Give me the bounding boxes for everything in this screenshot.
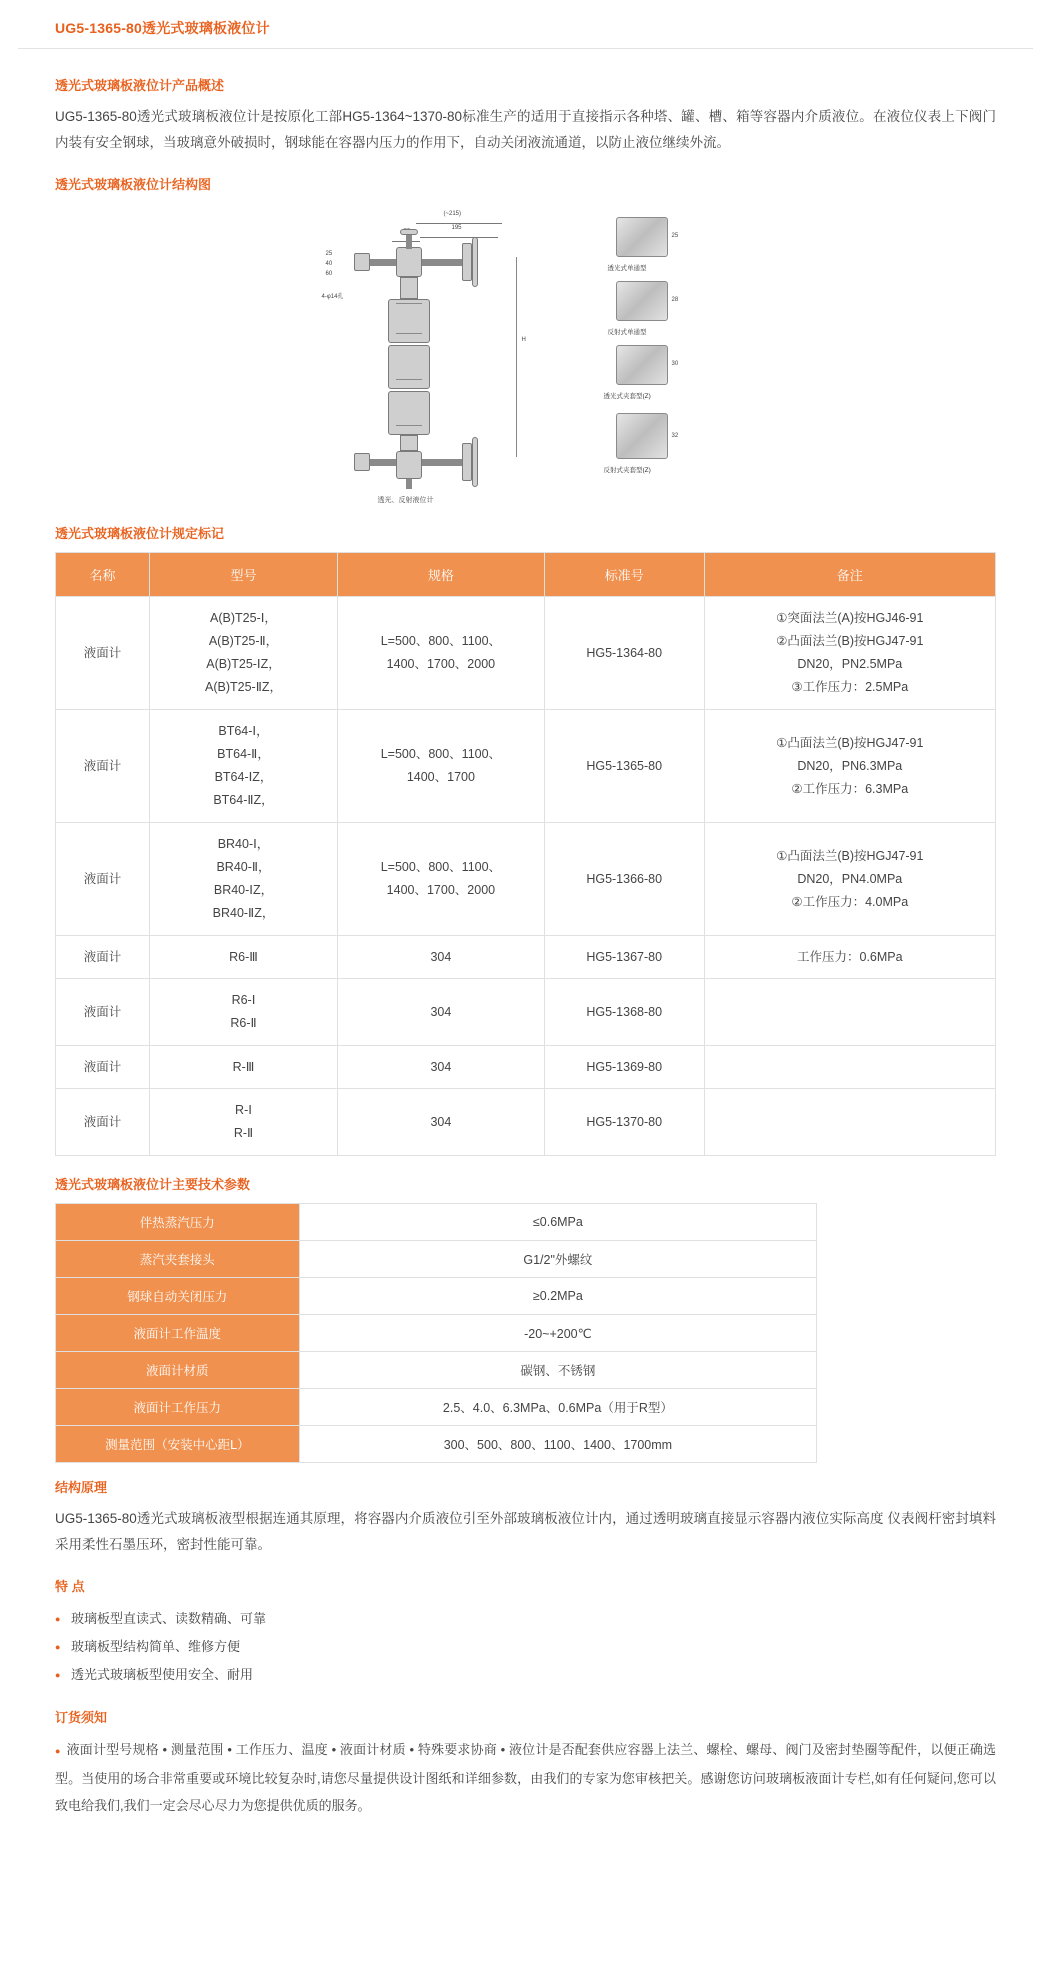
section-mark-4: 32 bbox=[671, 433, 679, 439]
param-label: 伴热蒸汽压力 bbox=[56, 1204, 300, 1241]
note-line: ②工作压力：4.0MPa bbox=[791, 894, 909, 909]
overview-paragraph: UG5-1365-80透光式玻璃板液位计是按原化工部HG5-1364~1370-80标准生产的适用于直接指示各种塔、罐、槽、箱等容器内介质液位。在液位仪表上下阀门内装有安全钢球，当玻璃意外破损时，钢球能在容器内压力的作用下，自动关闭液流通道，以防止液位继续外流。 bbox=[55, 109, 996, 150]
list-item: ● 透光式玻璃板型使用安全、耐用 bbox=[55, 1661, 996, 1689]
figure-valve-stem-top bbox=[406, 235, 412, 249]
cell-spec bbox=[338, 710, 545, 823]
cell-name: 液面计 bbox=[56, 936, 150, 979]
figure-handwheel-bottom bbox=[472, 437, 478, 487]
section-mark-1: 25 bbox=[671, 233, 679, 239]
cell-name: 液面计 bbox=[56, 710, 150, 823]
model-line: BT64-ⅡZ， bbox=[213, 793, 274, 807]
param-value: 2.5、4.0、6.3MPa、0.6MPa（用于R型） bbox=[299, 1389, 817, 1426]
note-line: DN20，PN4.0MPa bbox=[797, 871, 903, 886]
param-label: 蒸汽夹套接头 bbox=[56, 1241, 300, 1278]
cell-name: 液面计 bbox=[56, 597, 150, 710]
cell-spec: 304 bbox=[338, 936, 545, 979]
figure-valve-bottom bbox=[396, 451, 422, 479]
cell-model bbox=[150, 597, 338, 710]
section-heading-order: 订货须知 bbox=[55, 1710, 108, 1725]
figure-pipe-top-left bbox=[370, 259, 396, 266]
model-line: R6-Ⅰ bbox=[231, 993, 256, 1007]
spec-line: L=500、800、1100、 bbox=[380, 860, 502, 874]
col-spec: 规格 bbox=[338, 553, 545, 597]
table-row bbox=[56, 936, 996, 979]
col-model: 型号 bbox=[150, 553, 338, 597]
table-header-row bbox=[56, 553, 996, 597]
table-row bbox=[56, 1089, 996, 1156]
figure-pipe-bottom-left bbox=[370, 459, 396, 466]
cell-note: 工作压力：0.6MPa bbox=[704, 936, 995, 979]
spec-line: 1400、1700 bbox=[406, 770, 475, 784]
model-line: BT64-Ⅰ， bbox=[218, 724, 269, 738]
note-line: ③工作压力：2.5MPa bbox=[791, 680, 909, 694]
figure-flange-top-left bbox=[354, 253, 370, 271]
spec-line: 1400、1700、2000 bbox=[386, 883, 496, 897]
figure-glass-section-2 bbox=[388, 345, 430, 389]
order-notice bbox=[55, 1736, 996, 1819]
note-line: ①凸面法兰(B)按HGJ47-91 bbox=[776, 848, 924, 863]
figure-valve-top bbox=[396, 247, 422, 277]
model-line: R6-Ⅱ bbox=[230, 1016, 257, 1030]
model-line: R-Ⅰ bbox=[235, 1103, 252, 1117]
cell-spec bbox=[338, 823, 545, 936]
cell-name: 液面计 bbox=[56, 823, 150, 936]
title-divider bbox=[18, 48, 1033, 49]
order-notice-text: ● 液面计型号规格 • 测量范围 • 工作压力、温度 • 液面计材质 • 特殊要求协商 • 液位计是否配套供应容器上法兰、螺栓、螺母、阀门及密封垫圈等配件，以便正确选型。当使用的场合非常重要或环境比较复杂时,请您尽量提供设计图纸和详细参数，由我们的专家为您审核把关。感谢您访问玻璃板液面计专栏,如有任何疑问,您可以致电给我们,我们一定会尽心尽力为您提供优质的服务。 bbox=[55, 1742, 996, 1813]
model-line: BR40-ⅡZ， bbox=[212, 906, 275, 920]
model-line: BR40-ⅠZ， bbox=[213, 883, 274, 897]
model-line: BR40-Ⅰ， bbox=[217, 837, 270, 851]
figure-dim-top-inner: 195 bbox=[451, 225, 462, 231]
section-view-4 bbox=[616, 413, 668, 459]
param-value: -20~+200℃ bbox=[299, 1315, 817, 1352]
cell-note bbox=[704, 1089, 995, 1156]
model-line: A(B)T25-ⅠZ， bbox=[206, 657, 281, 671]
figure-pipe-bottom-right bbox=[422, 459, 462, 466]
cell-model bbox=[150, 1089, 338, 1156]
table-row bbox=[56, 1204, 817, 1241]
figure-handwheel-hub-bottom bbox=[462, 443, 472, 481]
section-view-2 bbox=[616, 281, 668, 321]
section-view-1 bbox=[616, 217, 668, 257]
param-label: 液面计工作温度 bbox=[56, 1315, 300, 1352]
cell-model: R6-Ⅲ bbox=[150, 936, 338, 979]
cell-spec: 304 bbox=[338, 1089, 545, 1156]
list-item: ● 玻璃板型结构简单、维修方便 bbox=[55, 1633, 996, 1661]
section-heading-features: 特 点 bbox=[55, 1579, 85, 1594]
param-value: ≥0.2MPa bbox=[299, 1278, 817, 1315]
col-name: 名称 bbox=[56, 553, 150, 597]
figure-dim-left-25: 25 bbox=[325, 251, 333, 257]
figure-glass-rib-1 bbox=[396, 303, 422, 304]
cell-model: R-Ⅲ bbox=[150, 1046, 338, 1089]
param-label: 液面计工作压力 bbox=[56, 1389, 300, 1426]
list-item: ● 玻璃板型直读式、读数精确、可靠 bbox=[55, 1605, 996, 1633]
figure-dim-left-40: 40 bbox=[325, 261, 333, 267]
model-line: BT64-ⅠZ， bbox=[214, 770, 273, 784]
cell-note bbox=[704, 1046, 995, 1089]
cell-name: 液面计 bbox=[56, 979, 150, 1046]
cell-spec: 304 bbox=[338, 1046, 545, 1089]
cell-model bbox=[150, 823, 338, 936]
figure-valve-cap-top bbox=[400, 229, 418, 235]
bottom-spacer bbox=[55, 1819, 996, 1847]
table-row bbox=[56, 979, 996, 1046]
mark-table bbox=[55, 552, 996, 1156]
figure-column-neck-top bbox=[400, 277, 418, 299]
cell-standard: HG5-1365-80 bbox=[544, 710, 704, 823]
section-caption-1: 透光式单通型 bbox=[607, 265, 647, 272]
table-row bbox=[56, 1046, 996, 1089]
section-caption-3: 透光式夹套型(Z) bbox=[603, 393, 651, 400]
figure-handwheel-top bbox=[472, 237, 478, 287]
cell-note bbox=[704, 979, 995, 1046]
model-line: BT64-Ⅱ， bbox=[217, 747, 270, 761]
figure-handwheel-hub-top bbox=[462, 243, 472, 281]
figure-dim-line-2 bbox=[420, 237, 498, 238]
table-row bbox=[56, 1426, 817, 1463]
cell-note bbox=[704, 710, 995, 823]
cell-standard: HG5-1367-80 bbox=[544, 936, 704, 979]
table-row bbox=[56, 823, 996, 936]
spec-line: L=500、800、1100、 bbox=[380, 747, 502, 761]
cell-standard: HG5-1364-80 bbox=[544, 597, 704, 710]
figure-glass-rib-3 bbox=[396, 379, 422, 380]
cell-name: 液面计 bbox=[56, 1046, 150, 1089]
model-line: A(B)T25-Ⅱ， bbox=[208, 634, 279, 648]
section-mark-3: 30 bbox=[671, 361, 679, 367]
model-line: A(B)T25-ⅡZ， bbox=[205, 680, 282, 694]
figure-glass-section-1 bbox=[388, 299, 430, 343]
table-row bbox=[56, 597, 996, 710]
figure-column-neck-bottom bbox=[400, 435, 418, 451]
figure-dim-line-1 bbox=[416, 223, 502, 224]
table-row bbox=[56, 1315, 817, 1352]
note-line: DN20，PN2.5MPa bbox=[797, 657, 903, 671]
cell-spec bbox=[338, 597, 545, 710]
parameters-table bbox=[55, 1203, 817, 1463]
structure-figure-wrap bbox=[55, 207, 996, 504]
cell-note bbox=[704, 823, 995, 936]
cell-name: 液面计 bbox=[56, 1089, 150, 1156]
model-line: BR40-Ⅱ， bbox=[216, 860, 271, 874]
table-row bbox=[56, 1352, 817, 1389]
principle-paragraph: UG5-1365-80透光式玻璃板液型根据连通其原理，将容器内介质液位引至外部玻璃板液位计内，通过透明玻璃直接显示容器内液位实际高度 仪表阀杆密封填料采用柔性石墨压环，密封性能可靠。 bbox=[55, 1511, 996, 1552]
cell-note bbox=[704, 597, 995, 710]
structure-diagram bbox=[316, 207, 736, 504]
section-mark-2: 28 bbox=[671, 297, 679, 303]
param-value: ≤0.6MPa bbox=[299, 1204, 817, 1241]
table-row bbox=[56, 1278, 817, 1315]
cell-standard: HG5-1368-80 bbox=[544, 979, 704, 1046]
section-heading-params: 透光式玻璃板液位计主要技术参数 bbox=[55, 1177, 251, 1192]
section-view-3 bbox=[616, 345, 668, 385]
figure-caption-main: 透光、反射液位计 bbox=[377, 497, 434, 504]
table-row bbox=[56, 1241, 817, 1278]
section-caption-2: 反射式单通型 bbox=[607, 329, 647, 336]
figure-drain-bottom bbox=[406, 479, 412, 489]
param-value: G1/2"外螺纹 bbox=[299, 1241, 817, 1278]
section-heading-mark: 透光式玻璃板液位计规定标记 bbox=[55, 526, 225, 541]
param-label: 钢球自动关闭压力 bbox=[56, 1278, 300, 1315]
param-value: 碳钢、不锈钢 bbox=[299, 1352, 817, 1389]
model-line: A(B)T25-Ⅰ， bbox=[210, 611, 277, 625]
table-row bbox=[56, 1389, 817, 1426]
note-line: ②工作压力：6.3MPa bbox=[791, 781, 909, 796]
cell-standard: HG5-1369-80 bbox=[544, 1046, 704, 1089]
spec-line: 1400、1700、2000 bbox=[386, 657, 496, 671]
figure-dim-vertical bbox=[516, 257, 517, 457]
param-value: 300、500、800、1100、1400、1700mm bbox=[299, 1426, 817, 1463]
document-title-bar bbox=[0, 0, 1051, 48]
cell-model bbox=[150, 979, 338, 1046]
features-list bbox=[55, 1605, 996, 1689]
figure-dim-hole: 4-φ14孔 bbox=[321, 294, 344, 300]
param-label: 液面计材质 bbox=[56, 1352, 300, 1389]
section-caption-4: 反射式夹套型(Z) bbox=[603, 467, 651, 474]
figure-dim-left-60: 60 bbox=[325, 271, 333, 277]
spec-line: L=500、800、1100、 bbox=[380, 634, 502, 648]
figure-glass-rib-4 bbox=[396, 425, 422, 426]
cell-standard: HG5-1366-80 bbox=[544, 823, 704, 936]
note-line: ①凸面法兰(B)按HGJ47-91 bbox=[776, 735, 924, 750]
note-line: DN20，PN6.3MPa bbox=[797, 758, 903, 773]
cell-spec: 304 bbox=[338, 979, 545, 1046]
note-line: ①突面法兰(A)按HGJ46-91 bbox=[776, 611, 924, 625]
table-row bbox=[56, 710, 996, 823]
col-standard: 标准号 bbox=[544, 553, 704, 597]
col-note: 备注 bbox=[704, 553, 995, 597]
document-content bbox=[0, 75, 1051, 1847]
figure-dim-height: H bbox=[521, 337, 526, 343]
section-heading-structure: 透光式玻璃板液位计结构图 bbox=[55, 177, 212, 192]
cell-model bbox=[150, 710, 338, 823]
cell-standard: HG5-1370-80 bbox=[544, 1089, 704, 1156]
figure-glass-section-3 bbox=[388, 391, 430, 435]
note-line: ②凸面法兰(B)按HGJ47-91 bbox=[776, 634, 924, 648]
figure-glass-rib-2 bbox=[396, 333, 422, 334]
figure-pipe-top-right bbox=[422, 259, 462, 266]
page-title: UG5-1365-80透光式玻璃板液位计 bbox=[55, 20, 270, 36]
section-heading-principle: 结构原理 bbox=[55, 1480, 108, 1495]
figure-flange-bottom-left bbox=[354, 453, 370, 471]
figure-dim-top-overall: (~215) bbox=[443, 211, 462, 217]
section-heading-overview: 透光式玻璃板液位计产品概述 bbox=[55, 78, 225, 93]
param-label: 测量范围（安装中心距L） bbox=[56, 1426, 300, 1463]
model-line: R-Ⅱ bbox=[233, 1126, 254, 1140]
